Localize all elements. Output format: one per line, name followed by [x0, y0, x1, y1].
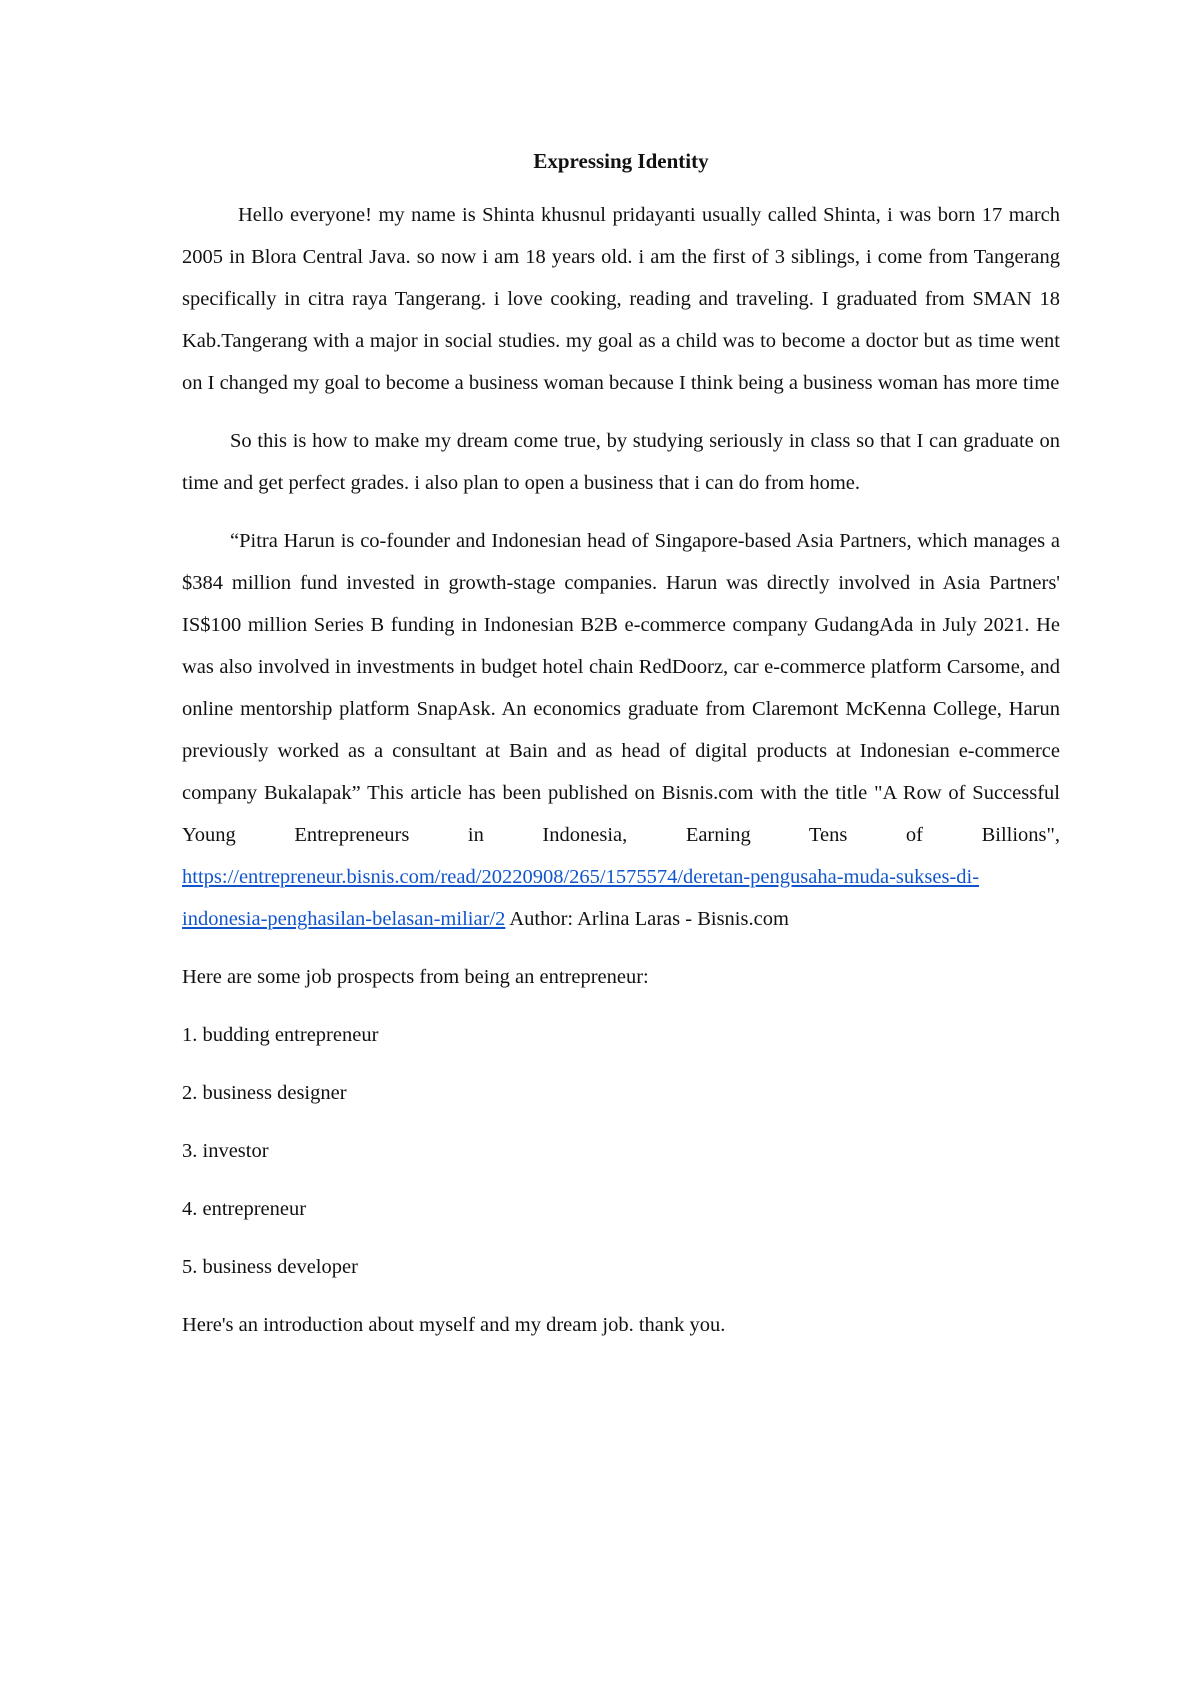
list-item: 2. business designer	[182, 1082, 347, 1104]
quote-author: Author: Arlina Laras - Bisnis.com	[505, 908, 789, 930]
intro-paragraph: Hello everyone! my name is Shinta khusnul pridayanti usually called Shinta, i was born 17 march 2005 in Blora Central Java. so now i am 18 years old. i am the first of 3 siblings, i come from Tangerang specifically in citra raya Tangerang. i love cooking, reading and traveling. I graduated from SMAN 18 Kab.Tangerang with a major in social studies. my goal as a child was to become a doctor but as time went on I changed my goal to become a business woman because I think being a business woman has more time	[182, 204, 1060, 394]
closing-sentence: Here's an introduction about myself and my dream job. thank you.	[182, 1314, 726, 1336]
article-link[interactable]: https://entrepreneur.bisnis.com/read/20220908/265/1575574/deretan-pengusaha-muda-sukses-di-indonesia-penghasilan-belasan-miliar/2	[182, 866, 980, 930]
document-body	[182, 140, 1060, 1362]
list-item: 5. business developer	[182, 1256, 358, 1278]
list-item: 1. budding entrepreneur	[182, 1024, 379, 1046]
quote-text: “Pitra Harun is co-founder and Indonesian head of Singapore-based Asia Partners, which manages a $384 million fund invested in growth-stage companies. Harun was directly involved in Asia Partners' IS$100 million Series B funding in Indonesian B2B e-commerce company GudangAda in July 2021. He was also involved in investments in budget hotel chain RedDoorz, car e-commerce platform Carsome, and online mentorship platform SnapAsk. An economics graduate from Claremont McKenna College, Harun previously worked as a consultant at Bain and as head of digital products at Indonesian e-commerce company Bukalapak” This article has been published on Bisnis.com with the title "A Row of Successful Young Entrepreneurs in Indonesia, Earning Tens of Billions",	[182, 530, 1060, 846]
dream-paragraph: So this is how to make my dream come true, by studying seriously in class so that I can graduate on time and get perfect grades. i also plan to open a business that i can do from home.	[182, 430, 1060, 494]
document-title: Expressing Identity	[533, 149, 709, 173]
quote-paragraph	[182, 520, 1060, 940]
list-item: 4. entrepreneur	[182, 1198, 307, 1220]
list-item: 3. investor	[182, 1140, 269, 1162]
list-intro: Here are some job prospects from being an entrepreneur:	[182, 966, 649, 988]
